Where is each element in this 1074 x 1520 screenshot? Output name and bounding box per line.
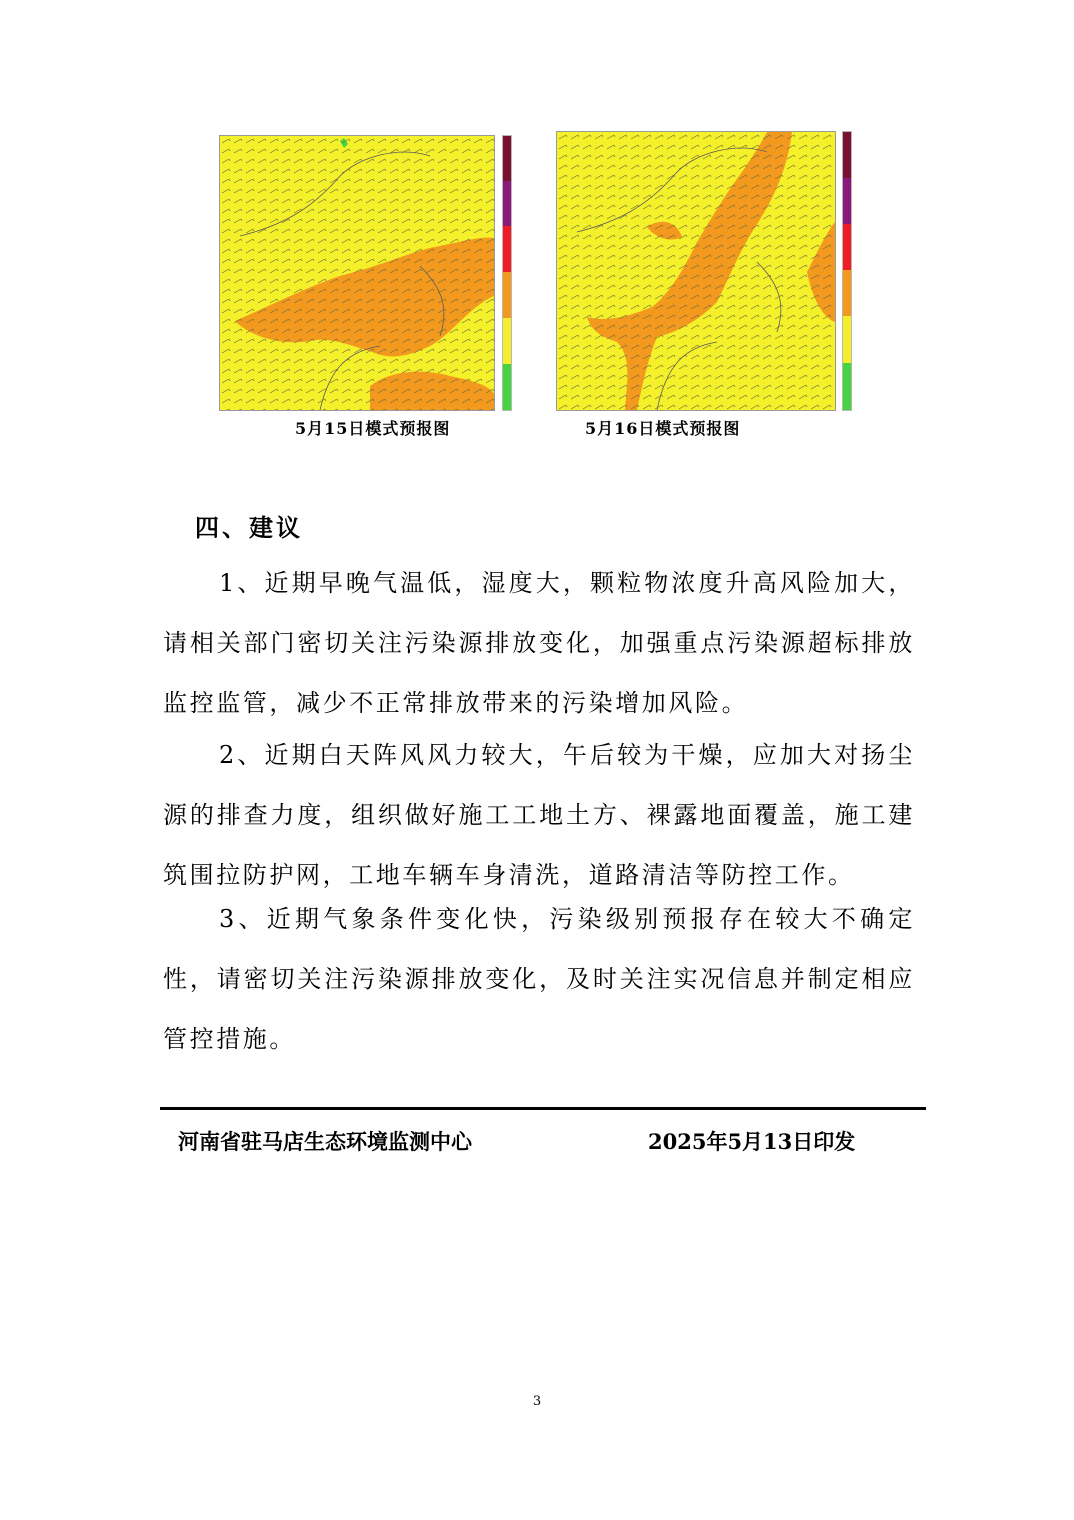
section-heading: 四、建议 [195,513,303,542]
legend-swatch-maroon [503,136,511,181]
recommendation-paragraph-1: 1、近期早晚气温低，湿度大，颗粒物浓度升高风险加大，请相关部门密切关注污染源排放变化，加强重点污染源超标排放监控监管，减少不正常排放带来的污染增加风险。 [163,569,915,717]
legend-swatch-purple [503,181,511,226]
color-legend-map2 [842,131,852,411]
legend-swatch-maroon [843,132,851,178]
figure-caption-may16: 5月16日模式预报图 [585,419,741,438]
page-number: 3 [532,1394,542,1409]
issuer-name: 河南省驻马店生态环境监测中心 [178,1129,472,1154]
legend-swatch-purple [843,178,851,224]
footer-divider [160,1107,926,1110]
legend-swatch-yellow [503,318,511,364]
color-legend-map1 [502,135,512,411]
recommendation-paragraph-3: 3、近期气象条件变化快，污染级别预报存在较大不确定性，请密切关注污染源排放变化，及时关注实况信息并制定相应管控措施。 [163,905,915,1053]
figure-caption-may15: 5月15日模式预报图 [295,419,451,438]
legend-swatch-green [843,363,851,410]
legend-swatch-red [843,224,851,270]
legend-swatch-yellow [843,316,851,363]
legend-swatch-green [503,364,511,410]
forecast-map-may16 [556,131,836,411]
forecast-map-may15 [219,135,495,411]
legend-swatch-orange [843,270,851,316]
issue-date: 2025年5月13日印发 [648,1129,856,1154]
legend-swatch-orange [503,272,511,318]
legend-swatch-red [503,226,511,272]
recommendation-paragraph-2: 2、近期白天阵风风力较大，午后较为干燥，应加大对扬尘源的排查力度，组织做好施工工地土方、裸露地面覆盖，施工建筑围拉防护网，工地车辆车身清洗，道路清洁等防控工作。 [163,741,915,889]
